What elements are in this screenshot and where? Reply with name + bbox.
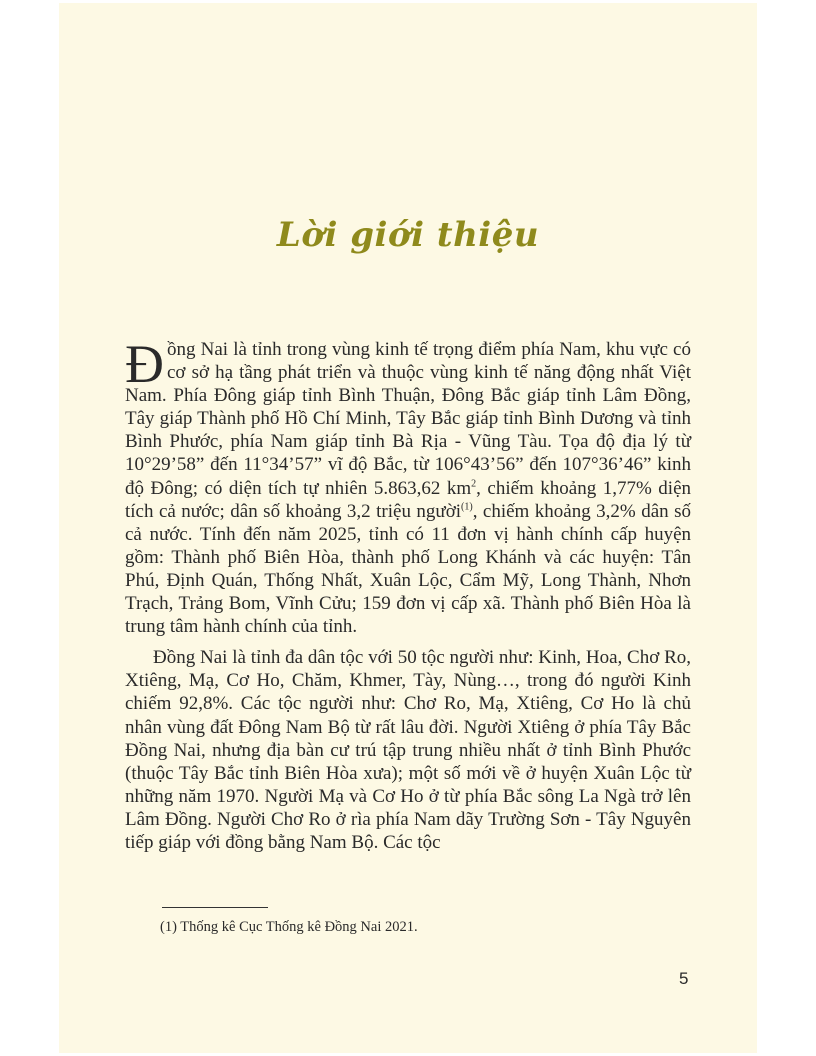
page-number: 5	[679, 969, 689, 988]
drop-cap: Đ	[125, 334, 164, 394]
footnote-reference: (1)	[461, 501, 473, 513]
paragraph-1-part-2: , chiếm khoảng 1,77% diện tích cả nước; dân số khoảng 3,2 triệu người	[125, 477, 692, 522]
paragraph-1-part-1: ồng Nai là tỉnh trong vùng kinh tế trọng điểm phía Nam, khu vực có cơ sở hạ tầng phát triển và thuộc vùng kinh tế năng động nhất Việt Nam. Phía Đông giáp tỉnh Bình Thuận, Đông Bắc giáp tỉnh Lâm Đồng, Tây giáp Thành phố Hồ Chí Minh, Tây Bắc giáp tỉnh Bình Dương và tỉnh Bình Phước, phía Nam giáp tỉnh Bà Rịa - Vũng Tàu. Tọa độ địa lý từ 10°29’58” đến 11°34’57” vĩ độ Bắc, từ 106°43’56” đến 107°36’46” kinh độ Đông; có diện tích tự nhiên 5.863,62 km	[125, 339, 691, 499]
footnote-divider	[162, 907, 268, 908]
page-title: Lời giới thiệu	[276, 215, 540, 255]
area-superscript: 2	[471, 478, 477, 490]
footnote: (1) Thống kê Cục Thống kê Đồng Nai 2021.	[160, 919, 418, 935]
paragraph-1	[125, 334, 692, 638]
paragraph-2: Đồng Nai là tỉnh đa dân tộc với 50 tộc người như: Kinh, Hoa, Chơ Ro, Xtiêng, Mạ, Cơ Ho, Chăm, Khmer, Tày, Nùng…, trong đó người Kinh chiếm 92,8%. Các tộc người như: Chơ Ro, Mạ, Xtiêng, Cơ Ho là chủ nhân vùng đất Đông Nam Bộ từ rất lâu đời. Người Xtiêng ở phía Tây Bắc Đồng Nai, nhưng địa bàn cư trú tập trung nhiều nhất ở tỉnh Bình Phước (thuộc Tây Bắc tỉnh Biên Hòa xưa); một số mới về ở huyện Xuân Lộc từ những năm 1970. Người Mạ và Cơ Ho ở từ phía Bắc sông La Ngà trở lên Lâm Đồng. Người Chơ Ro ở rìa phía Nam dãy Trường Sơn - Tây Nguyên tiếp giáp với đồng bằng Nam Bộ. Các tộc	[125, 647, 691, 853]
paragraph-1-part-3: , chiếm khoảng 3,2% dân số cả nước. Tính đến năm 2025, tỉnh có 11 đơn vị hành chính cấp huyện gồm: Thành phố Biên Hòa, thành phố Long Khánh và các huyện: Tân Phú, Định Quán, Thống Nhất, Xuân Lộc, Cẩm Mỹ, Long Thành, Nhơn Trạch, Trảng Bom, Vĩnh Cửu; 159 đơn vị cấp xã. Thành phố Biên Hòa là trung tâm hành chính của tỉnh.	[125, 500, 691, 638]
book-page	[59, 3, 757, 1053]
body-text	[125, 334, 692, 854]
